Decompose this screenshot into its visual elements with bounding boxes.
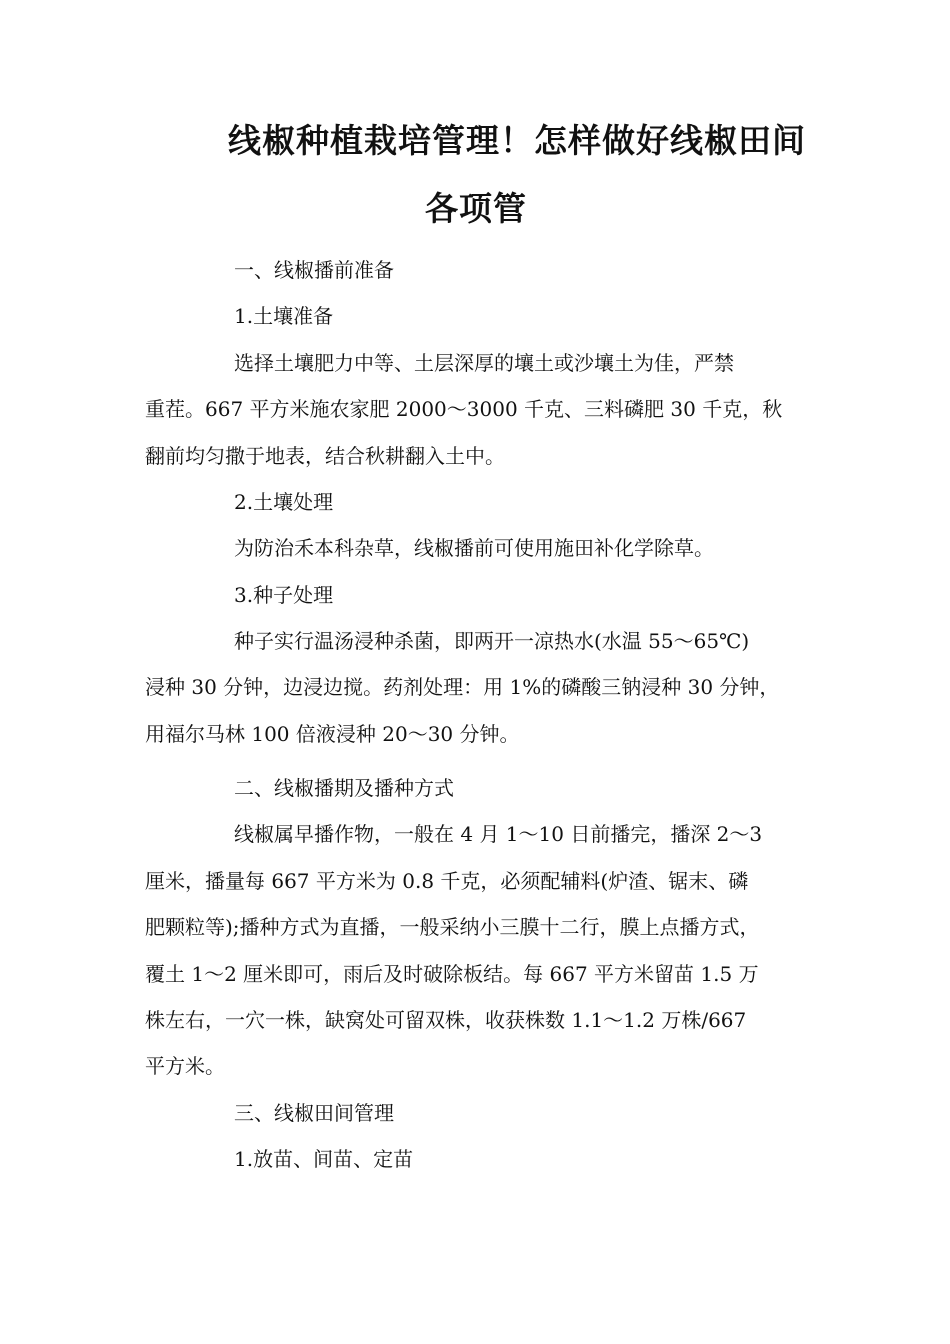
paragraph-line: 浸种 30 分钟，边浸边搅。药剂处理：用 1%的磷酸三钠浸种 30 分钟， [145,675,780,699]
subheading-soil-treatment: 2.土壤处理 [234,490,334,514]
paragraph-line: 种子实行温汤浸种杀菌，即两开一凉热水(水温 55～65℃) [234,629,750,653]
section-heading-1: 一、线椒播前准备 [234,258,394,282]
section-heading-3: 三、线椒田间管理 [234,1101,394,1125]
subheading-soil-preparation: 1.土壤准备 [234,304,334,328]
paragraph-line: 厘米，播量每 667 平方米为 0.8 千克，必须配辅料(炉渣、锯末、磷 [145,869,749,893]
paragraph-line: 选择土壤肥力中等、土层深厚的壤土或沙壤土为佳，严禁 [234,351,734,375]
document-title-line-2: 各项管 [425,189,527,228]
paragraph-line: 肥颗粒等);播种方式为直播，一般采纳小三膜十二行，膜上点播方式， [145,915,760,939]
paragraph-line: 为防治禾本科杂草，线椒播前可使用施田补化学除草。 [234,536,714,560]
paragraph-line: 用福尔马林 100 倍液浸种 20～30 分钟。 [145,722,520,746]
paragraph-line: 重茬。667 平方米施农家肥 2000～3000 千克、三料磷肥 30 千克，秋 [145,397,783,421]
paragraph-line: 平方米。 [145,1054,225,1078]
document-title-line-1: 线椒种植栽培管理！怎样做好线椒田间 [228,121,806,160]
paragraph-line: 翻前均匀撒于地表，结合秋耕翻入土中。 [145,444,505,468]
paragraph-line: 线椒属早播作物，一般在 4 月 1～10 日前播完，播深 2～3 [234,822,763,846]
subheading-seed-treatment: 3.种子处理 [234,583,334,607]
subheading-seedling-management: 1.放苗、间苗、定苗 [234,1147,414,1171]
section-heading-2: 二、线椒播期及播种方式 [234,776,454,800]
paragraph-line: 覆土 1～2 厘米即可，雨后及时破除板结。每 667 平方米留苗 1.5 万 [145,962,759,986]
paragraph-line: 株左右，一穴一株，缺窝处可留双株，收获株数 1.1～1.2 万株/667 [145,1008,747,1032]
